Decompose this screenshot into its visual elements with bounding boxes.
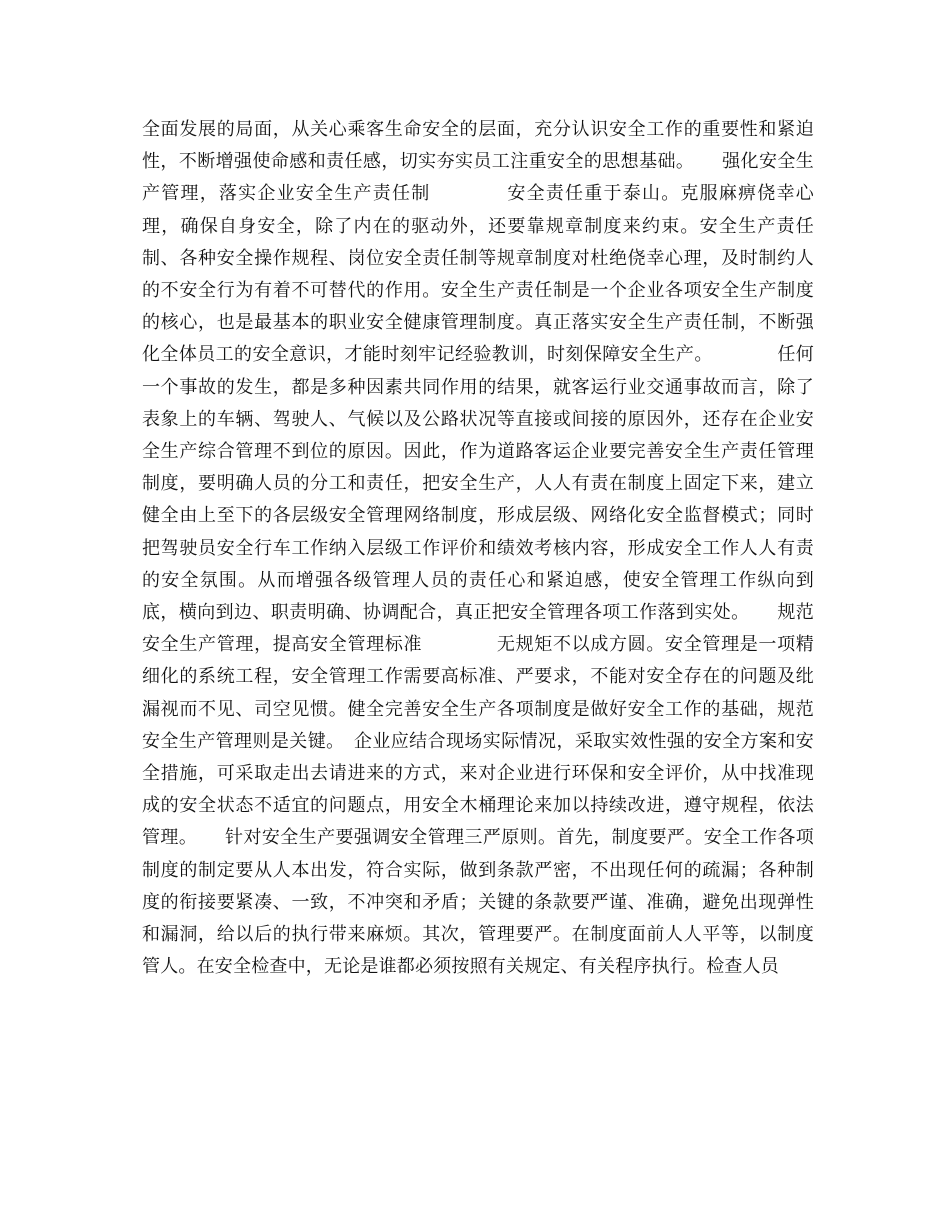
body-paragraph: 全面发展的局面，从关心乘客生命安全的层面，充分认识安全工作的重要性和紧迫性，不断增强使命感和责任感，切实夯实员工注重安全的思想基础。 强化安全生产管理，落实企业安全生产责任制 安全责任重于泰山。克服麻痹侥幸心理，确保自身安全，除了内在的驱动外，还要靠规章制度来约束。安全生产责任制、各种安全操作规程、岗位安全责任制等规章制度对杜绝侥幸心理，及时制约人的不安全行为有着不可替代的作用。安全生产责任制是一个企业各项安全生产制度的核心，也是最基本的职业安全健康管理制度。真正落实安全生产责任制，不断强化全体员工的安全意识，才能时刻牢记经验教训，时刻保障安全生产。 任何一个事故的发生，都是多种因素共同作用的结果，就客运行业交通事故而言，除了表象上的车辆、驾驶人、气候以及公路状况等直接或间接的原因外，还存在企业安全生产综合管理不到位的原因。因此，作为道路客运企业要完善安全生产责任管理制度，要明确人员的分工和责任，把安全生产，人人有责在制度上固定下来，建立健全由上至下的各层级安全管理网络制度，形成层级、网络化安全监督模式；同时把驾驶员安全行车工作纳入层级工作评价和绩效考核内容，形成安全工作人人有责的安全氛围。从而增强各级管理人员的责任心和紧迫感，使安全管理工作纵向到底，横向到边、职责明确、协调配合，真正把安全管理各项工作落到实处。 规范安全生产管理，提高安全管理标准 无规矩不以成方圆。安全管理是一项精细化的系统工程，安全管理工作需要高标准、严要求，不能对安全存在的问题及纰漏视而不见、司空见惯。健全完善安全生产各项制度是做好安全工作的基础，规范安全生产管理则是关键。 企业应结合现场实际情况，采取实效性强的安全方案和安全措施，可采取走出去请进来的方式，来对企业进行环保和安全评价，从中找准现成的安全状态不适宜的问题点，用安全木桶理论来加以持续改进，遵守规程，依法管理。 针对安全生产要强调安全管理三严原则。首先，制度要严。安全工作各项制度的制定要从人本出发，符合实际，做到条款严密，不出现任何的疏漏；各种制度的衔接要紧凑、一致，不冲突和矛盾；关键的条款要严谨、准确，避免出现弹性和漏洞，给以后的执行带来麻烦。其次，管理要严。在制度面前人人平等，以制度管人。在安全检查中，无论是谁都必须按照有关规定、有关程序执行。检查人员 — [142, 119, 814, 978]
